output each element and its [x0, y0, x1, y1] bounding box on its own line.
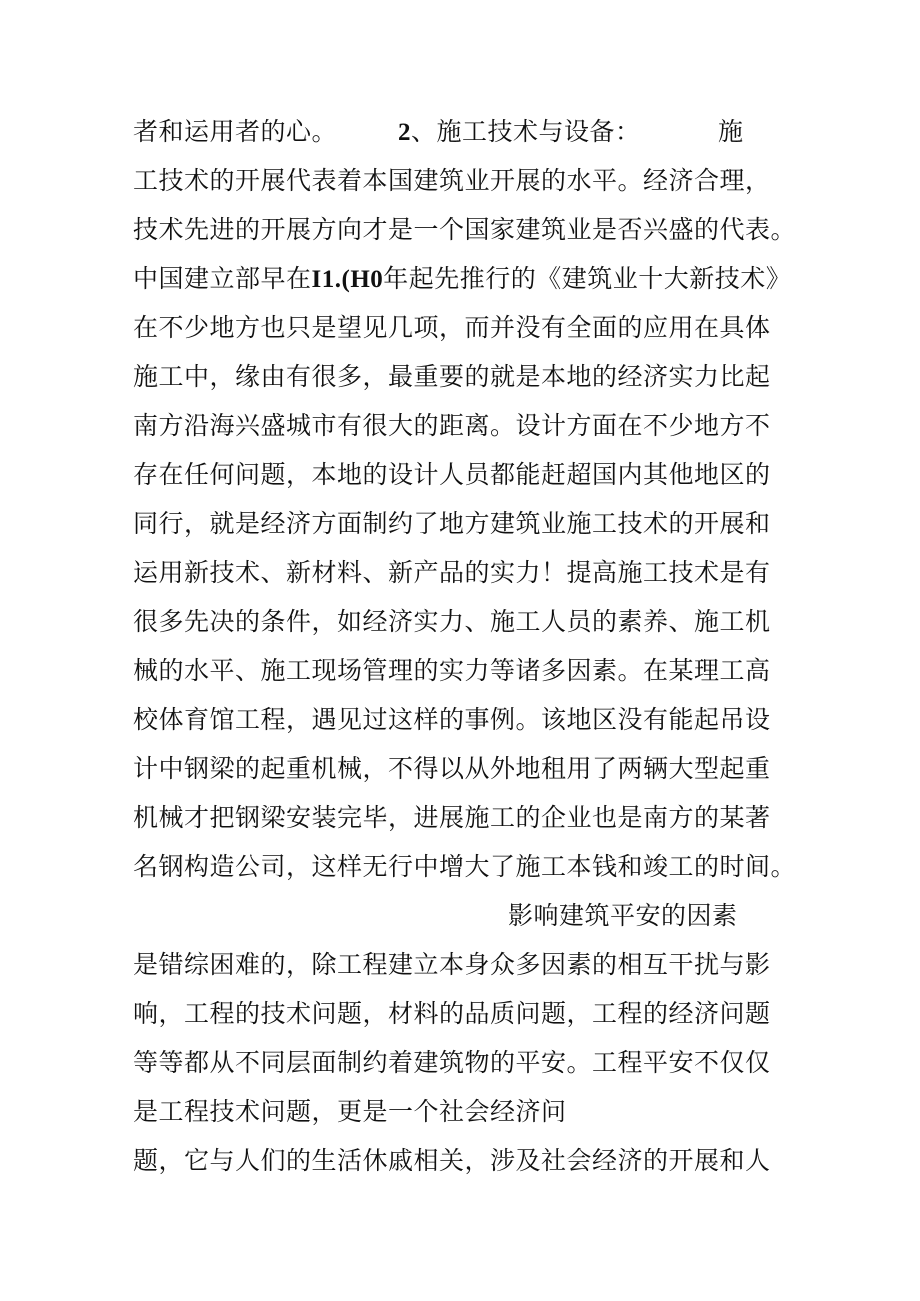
text-line-10: 运用新技术、新材料、新产品的实力！提高施工技术是有: [133, 558, 771, 587]
text-line-12: 械的水平、施工现场管理的实力等诸多因素。在某理工高: [133, 656, 771, 685]
section-title: 、施工技术与设备：: [411, 117, 641, 146]
text-line-18: 是错综困难的，除工程建立本身众多因素的相互干扰与影: [133, 950, 771, 979]
text-line-9: 同行，就是经济方面制约了地方建筑业施工技术的开展和: [133, 509, 771, 538]
text-line-22: 题，它与人们的生活休戚相关，涉及社会经济的开展和人: [133, 1146, 771, 1175]
section-number: 2: [398, 119, 411, 146]
text-line-11: 很多先决的条件，如经济实力、施工人员的素养、施工机: [133, 607, 771, 636]
text-line-6: 施工中，缘由有很多，最重要的就是本地的经济实力比起: [133, 362, 771, 391]
subsection-heading: 影响建筑平安的因素: [508, 901, 738, 930]
text-line-5: 在不少地方也只是望见几项，而并没有全面的应用在具体: [133, 313, 771, 342]
text-line-8: 存在任何问题，本地的设计人员都能赶超国内其他地区的: [133, 460, 771, 489]
text-line-4: [133, 263, 791, 296]
text-line-20: 等等都从不同层面制约着建筑物的平安。工程平安不仅仅: [133, 1048, 771, 1077]
text-line-7: 南方沿海兴盛城市有很大的距离。设计方面在不少地方不: [133, 411, 771, 440]
text-line-21: 是工程技术问题，更是一个社会经济问: [133, 1097, 567, 1126]
section-heading: [398, 116, 641, 149]
text-line-16: 名钢构造公司，这样无行中增大了施工本钱和竣工的时间。: [133, 852, 797, 881]
text-line-15: 机械才把钢梁安装完毕，进展施工的企业也是南方的某著: [133, 803, 771, 832]
text-line-3: 技术先进的开展方向才是一个国家建筑业是否兴盛的代表。: [133, 215, 797, 244]
line-4-segment-a: 中国建立部早在: [133, 264, 312, 293]
line-4-year-text: I1.(H0: [311, 266, 384, 293]
text-line-1: [133, 116, 337, 148]
text-line-19: 响，工程的技术问题，材料的品质问题，工程的经济问题: [133, 999, 771, 1028]
line-1-segment-c: 施: [718, 117, 744, 146]
text-line-13: 校体育馆工程，遇见过这样的事例。该地区没有能起吊设: [133, 705, 771, 734]
text-line-1-end: [718, 116, 744, 148]
line-1-segment-a: 者和运用者的心。: [133, 117, 338, 146]
text-line-2: 工技术的开展代表着本国建筑业开展的水平。经济合理，: [133, 166, 771, 195]
line-4-segment-c: 年起先推行的《建筑业十大新技术》: [383, 264, 792, 293]
text-line-14: 计中钢梁的起重机械，不得以从外地租用了两辆大型起重: [133, 754, 771, 783]
